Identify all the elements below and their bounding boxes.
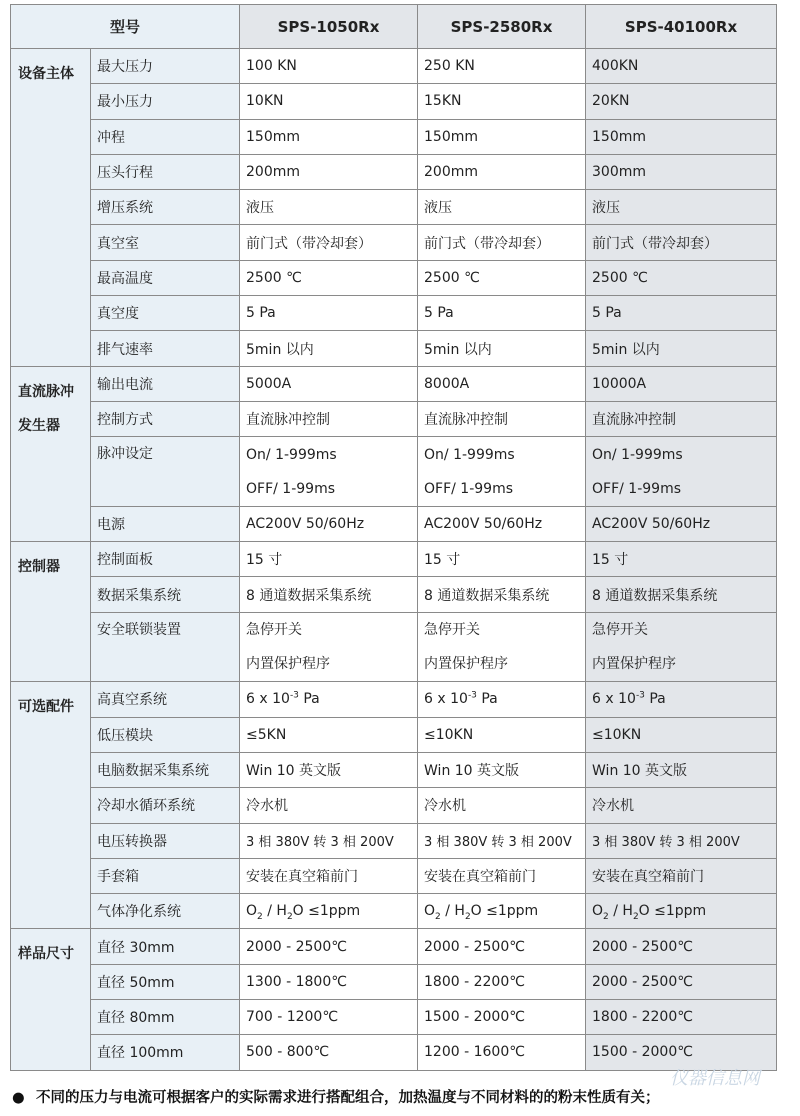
row-label: 压头行程 [91,154,240,189]
cell: 安装在真空箱前门 [586,858,777,893]
model-col-2: SPS-2580Rx [418,5,586,49]
gas-sub: 2 [257,912,263,923]
row-label: 最大压力 [91,49,240,84]
cell: 5 Pa [586,296,777,331]
vac-unit: Pa [476,691,498,708]
table-row [11,260,777,295]
cell [586,894,777,929]
cell: 500 - 800℃ [240,1035,418,1070]
gas-sub: 2 [632,912,639,923]
table-row [11,717,777,752]
row-label: 控制面板 [91,542,240,577]
cell: 1800 - 2200℃ [586,1000,777,1035]
bullet-icon: ● [12,1090,25,1106]
cell: ≤5KN [240,717,418,752]
row-label: 电脑数据采集系统 [91,752,240,787]
cell-line: On/ 1-999ms [592,446,683,463]
cell: 15KN [418,84,586,119]
gas-mid: / H [608,903,633,920]
table-row [11,577,777,612]
cell: 250 KN [418,49,586,84]
cell: 200mm [418,154,586,189]
row-label: 脉冲设定 [91,437,240,507]
cell: 3 相 380V 转 3 相 200V [586,823,777,858]
cell: 5min 以内 [418,331,586,366]
table-row [11,612,777,682]
cell-line: 内置保护程序 [592,656,677,673]
model-header: 型号 [11,5,240,49]
gas-mid: / H [440,903,465,920]
group-name-line1: 直流脉冲 [18,383,74,400]
cell: 液压 [418,190,586,225]
cell: 15 寸 [240,542,418,577]
row-label: 直径 80mm [91,1000,240,1035]
cell: 8 通道数据采集系统 [586,577,777,612]
cell: 150mm [240,119,418,154]
cell: 20KN [586,84,777,119]
row-label: 低压模块 [91,717,240,752]
cell: 液压 [586,190,777,225]
row-label: 直径 100mm [91,1035,240,1070]
gas-sub: 2 [464,912,471,923]
cell: 700 - 1200℃ [240,1000,418,1035]
row-label: 增压系统 [91,190,240,225]
cell: 15 寸 [586,542,777,577]
cell: 8 通道数据采集系统 [418,577,586,612]
cell: AC200V 50/60Hz [240,506,418,541]
vac-base: 6 x 10 [592,691,636,708]
table-row [11,190,777,225]
table-row [11,1035,777,1070]
vac-unit: Pa [644,691,666,708]
cell: 100 KN [240,49,418,84]
cell-line: OFF/ 1-99ms [246,480,336,497]
table-row [11,84,777,119]
gas-o: O [424,903,436,920]
cell: 2500 ℃ [586,260,777,295]
vac-exp: -3 [467,690,477,701]
gas-o: O [592,903,604,920]
cell: 2000 - 2500℃ [418,929,586,964]
cell: 5 Pa [418,296,586,331]
cell-line: On/ 1-999ms [424,446,515,463]
cell: 5min 以内 [586,331,777,366]
cell [240,437,418,507]
row-label: 真空室 [91,225,240,260]
row-label: 数据采集系统 [91,577,240,612]
row-label: 安全联锁装置 [91,612,240,682]
cell: Win 10 英文版 [586,752,777,787]
cell-line: 内置保护程序 [246,656,331,673]
table-row [11,401,777,436]
gas-mid: / H [262,903,287,920]
cell [240,682,418,717]
cell: 冷水机 [586,788,777,823]
table-row [11,682,777,717]
cell: Win 10 英文版 [418,752,586,787]
table-row [11,437,777,507]
cell [586,682,777,717]
table-row [11,542,777,577]
row-label: 真空度 [91,296,240,331]
table-row [11,331,777,366]
gas-tail: O ≤1ppm [638,903,707,920]
table-row [11,752,777,787]
row-label: 电源 [91,506,240,541]
table-row [11,506,777,541]
cell: 5min 以内 [240,331,418,366]
cell: 200mm [240,154,418,189]
cell-line: OFF/ 1-99ms [592,480,682,497]
model-col-1: SPS-1050Rx [240,5,418,49]
cell: 冷水机 [240,788,418,823]
cell: ≤10KN [586,717,777,752]
gas-sub: 2 [435,912,441,923]
table-row [11,49,777,84]
cell-line: On/ 1-999ms [246,446,337,463]
footnote-text: 不同的压力与电流可根据客户的实际需求进行搭配组合，加热温度与不同材料的的粉末性质有关； [36,1090,660,1106]
row-label: 冲程 [91,119,240,154]
row-label: 最小压力 [91,84,240,119]
table-row [11,823,777,858]
cell: ≤10KN [418,717,586,752]
cell: 液压 [240,190,418,225]
cell [240,612,418,682]
cell-line: 内置保护程序 [424,656,509,673]
cell: 1800 - 2200℃ [418,964,586,999]
cell: 前门式（带冷却套） [418,225,586,260]
row-label: 输出电流 [91,366,240,401]
cell: 5 Pa [240,296,418,331]
row-label: 冷却水循环系统 [91,788,240,823]
cell: 2000 - 2500℃ [586,964,777,999]
row-label: 高真空系统 [91,682,240,717]
cell: 2500 ℃ [240,260,418,295]
cell: 前门式（带冷却套） [586,225,777,260]
cell: 2000 - 2500℃ [586,929,777,964]
cell: 1500 - 2000℃ [418,1000,586,1035]
cell [418,437,586,507]
group-name-line2: 发生器 [18,417,60,434]
table-row [11,366,777,401]
table-row [11,858,777,893]
row-label: 手套箱 [91,858,240,893]
row-label: 排气速率 [91,331,240,366]
cell: 3 相 380V 转 3 相 200V [240,823,418,858]
model-col-3: SPS-40100Rx [586,5,777,49]
table-row [11,894,777,929]
cell-line: OFF/ 1-99ms [424,480,514,497]
gas-sub: 2 [603,912,609,923]
cell: AC200V 50/60Hz [418,506,586,541]
cell-line: 急停开关 [592,622,649,639]
cell: 1300 - 1800℃ [240,964,418,999]
row-label: 最高温度 [91,260,240,295]
table-row [11,154,777,189]
gas-tail: O ≤1ppm [470,903,539,920]
vac-unit: Pa [298,691,320,708]
vac-exp: -3 [635,690,645,701]
vac-base: 6 x 10 [246,691,290,708]
row-label: 电压转换器 [91,823,240,858]
table-row [11,964,777,999]
cell: 直流脉冲控制 [240,401,418,436]
group-dc-pulse [11,366,91,541]
group-main-body: 设备主体 [11,49,91,367]
group-sample-size: 样品尺寸 [11,929,91,1070]
row-label: 直径 50mm [91,964,240,999]
spec-table [10,4,777,1071]
table-row [11,788,777,823]
cell: 150mm [586,119,777,154]
cell: 安装在真空箱前门 [240,858,418,893]
cell: 150mm [418,119,586,154]
cell: 400KN [586,49,777,84]
table-row [11,929,777,964]
cell [586,437,777,507]
group-optional: 可选配件 [11,682,91,929]
table-row [11,296,777,331]
vac-base: 6 x 10 [424,691,468,708]
cell: 安装在真空箱前门 [418,858,586,893]
cell: Win 10 英文版 [240,752,418,787]
cell: 15 寸 [418,542,586,577]
row-label: 直径 30mm [91,929,240,964]
table-row [11,225,777,260]
cell: 10000A [586,366,777,401]
cell [418,894,586,929]
gas-sub: 2 [286,912,293,923]
group-controller: 控制器 [11,542,91,682]
cell: 2000 - 2500℃ [240,929,418,964]
footnote [12,1086,660,1107]
cell: 前门式（带冷却套） [240,225,418,260]
header-row [11,5,777,49]
gas-tail: O ≤1ppm [292,903,361,920]
row-label: 气体净化系统 [91,894,240,929]
cell-line: 急停开关 [246,622,303,639]
cell [418,682,586,717]
gas-o: O [246,903,258,920]
cell: 直流脉冲控制 [586,401,777,436]
cell: 冷水机 [418,788,586,823]
vac-exp: -3 [289,690,299,701]
cell [240,894,418,929]
cell: 3 相 380V 转 3 相 200V [418,823,586,858]
cell [586,612,777,682]
row-label: 控制方式 [91,401,240,436]
cell: 1500 - 2000℃ [586,1035,777,1070]
cell: 8000A [418,366,586,401]
cell: 300mm [586,154,777,189]
cell: 直流脉冲控制 [418,401,586,436]
cell [418,612,586,682]
table-row [11,1000,777,1035]
cell: 8 通道数据采集系统 [240,577,418,612]
cell-line: 急停开关 [424,622,481,639]
cell: 5000A [240,366,418,401]
cell: 10KN [240,84,418,119]
cell: AC200V 50/60Hz [586,506,777,541]
cell: 1200 - 1600℃ [418,1035,586,1070]
watermark: 仪器信息网 [670,1068,760,1089]
cell: 2500 ℃ [418,260,586,295]
table-row [11,119,777,154]
